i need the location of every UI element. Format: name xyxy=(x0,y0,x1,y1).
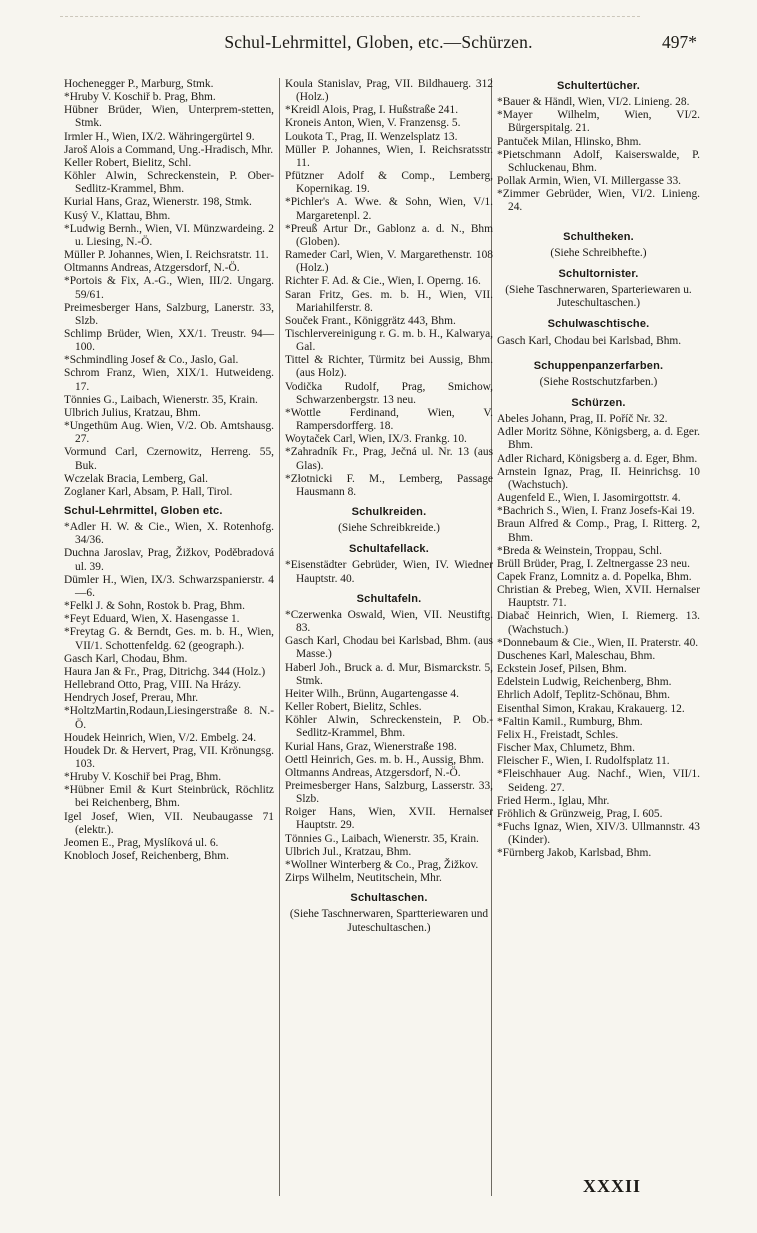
list-item: Fröhlich & Grünzweig, Prag, I. 605. xyxy=(497,807,663,820)
list-item: Fleischer F., Wien, I. Rudolfsplatz 11. xyxy=(497,755,670,768)
section-heading: Schultafeln. xyxy=(356,592,422,605)
list-item: Keller Robert, Bielitz, Schles. xyxy=(285,701,422,714)
list-item: Edelstein Ludwig, Reichenberg, Bhm. xyxy=(497,676,672,689)
page-title: Schul-Lehrmittel, Globen, etc.—Schürzen. xyxy=(224,32,533,52)
list-item: *Pietschmann Adolf, Kaiserswalde, P. Schluckenau, Bhm. xyxy=(497,148,700,174)
list-item: Braun Alfred & Comp., Prag, I. Ritterg. 2, Bhm. xyxy=(497,518,700,544)
list-item: Zoglaner Karl, Absam, P. Hall, Tirol. xyxy=(64,485,233,498)
list-item: Fischer Max, Chlumetz, Bhm. xyxy=(497,742,635,755)
top-dashed-rule xyxy=(60,16,640,23)
list-item: *Feyt Eduard, Wien, X. Hasengasse 1. xyxy=(64,613,240,626)
section-heading: Schulthеken. xyxy=(563,230,634,243)
list-item: *Hruby V. Koschiř b. Prag, Bhm. xyxy=(64,91,216,104)
list-item: Müller P. Johannes, Wien, I. Reichsratstr. 11. xyxy=(64,249,269,262)
list-item: Köhler Alwin, Schreckenstein, P. Ob.-Sedlitz-Krammel, Bhm. xyxy=(285,714,493,740)
list-item: *Felkl J. & Sohn, Rostok b. Prag, Bhm. xyxy=(64,600,246,613)
list-item: *Ludwig Bernh., Wien, VI. Münzwardeing. 2 u. Liesing, N.-Ö. xyxy=(64,222,274,248)
list-item: Pantuček Milan, Hlinsko, Bhm. xyxy=(497,135,642,148)
list-item: Augenfeld E., Wien, I. Jasomirgottstr. 4. xyxy=(497,492,681,505)
list-item: Ulbrich Julius, Kratzau, Bhm. xyxy=(64,406,201,419)
list-item: Fried Herm., Iglau, Mhr. xyxy=(497,794,610,807)
list-item: Igel Josef, Wien, VII. Neubaugasse 71 (elektr.). xyxy=(64,810,274,836)
list-item: Loukota T., Prag, II. Wenzelsplatz 13. xyxy=(285,130,458,143)
cross-reference: (Siehe Rostschutzfarben.) xyxy=(539,375,658,388)
list-item: *Zahradník Fr., Prag, Ječná ul. Nr. 13 (aus Glas). xyxy=(285,446,493,472)
list-item: Christian & Prebeg, Wien, XVII. Hernalser Hauptstr. 71. xyxy=(497,584,700,610)
list-item: *Mayer Wilhelm, Wien, VI/2. Bürgerspitalg. 21. xyxy=(497,109,700,135)
list-item: Tönnies G., Laibach, Wienerstr. 35, Krain. xyxy=(285,832,479,845)
list-item: Abeles Johann, Prag, II. Poříč Nr. 32. xyxy=(497,413,668,426)
list-item: *Fleischhauer Aug. Nachf., Wien, VII/1. Seideng. 27. xyxy=(497,768,700,794)
list-item: Hendrych Josef, Prerau, Mhr. xyxy=(64,692,199,705)
list-item: *Wottle Ferdinand, Wien, V. Rampersdorfferg. 18. xyxy=(285,406,493,433)
list-item: Diabač Heinrich, Wien, I. Riemerg. 13. (Wachstuch.) xyxy=(497,610,700,636)
list-item: Gasch Karl, Chodau bei Karlsbad, Bhm. (aus Masse.) xyxy=(285,635,493,661)
column-3 xyxy=(497,78,700,860)
list-item: Keller Robert, Bielitz, Schl. xyxy=(64,156,192,169)
section-heading: Schultornister. xyxy=(558,267,639,280)
list-item: Gasch Karl, Chodau bei Karlsbad, Bhm. xyxy=(497,334,682,347)
list-item: Adler Richard, Königsberg a. d. Eger, Bhm. xyxy=(497,452,698,465)
list-item: *Fürnberg Jakob, Karlsbad, Bhm. xyxy=(497,847,652,860)
list-item: *Breda & Weinstein, Troppau, Schl. xyxy=(497,544,662,557)
list-item: Köhler Alwin, Schreckenstein, P. Ober-Sedlitz-Krammel, Bhm. xyxy=(64,170,274,196)
list-item: Capek Franz, Lomnitz a. d. Popelka, Bhm. xyxy=(497,571,692,583)
list-item: Tönnies G., Laibach, Wienerstr. 35, Krain. xyxy=(64,393,258,406)
list-item: Houdek Dr. & Hervert, Prag, VII. Krönungsg. 103. xyxy=(64,744,274,770)
list-item: *Schmindling Josef & Co., Jaslo, Gal. xyxy=(64,354,239,367)
list-item: Schlimp Brüder, Wien, XX/1. Treustr. 94—100. xyxy=(64,327,274,354)
section-heading: Schultafellack. xyxy=(348,543,430,556)
list-item: Kurial Hans, Graz, Wienerstr. 198, Stmk. xyxy=(64,196,252,209)
list-item: Vormund Carl, Czernowitz, Herreng. 55, Buk. xyxy=(64,446,274,472)
list-item: Heiter Wilh., Brünn, Augartengasse 4. xyxy=(285,687,459,700)
list-item: Hochenegger P., Marburg, Stmk. xyxy=(64,78,214,90)
list-item: Jeomen E., Prag, Myslíková ul. 6. xyxy=(64,836,219,849)
list-item: *HoltzMartin,Rodaun,Liesingerstraße 8. N.-Ö. xyxy=(64,705,274,731)
section-heading: Schultertücher. xyxy=(556,80,641,92)
list-item: *Faltin Kamil., Rumburg, Bhm. xyxy=(497,715,643,728)
list-item: Wczelak Bracia, Lemberg, Gal. xyxy=(64,472,208,485)
list-item: *Zimmer Gebrüder, Wien, VI/2. Linieng. 24. xyxy=(497,188,700,214)
list-item: Vodička Rudolf, Prag, Smichow, Schwarzenbergstr. 13 neu. xyxy=(285,380,493,406)
list-item: Gasch Karl, Chodau, Bhm. xyxy=(64,652,188,665)
list-item: Roiger Hans, Wien, XVII. Hernalser Hauptstr. 29. xyxy=(285,806,493,832)
section-heading: Schuppenpanzerfarben. xyxy=(533,359,664,372)
list-item: *Pichler's A. Wwe. & Sohn, Wien, V/1. Margaretenpl. 2. xyxy=(285,196,493,222)
list-item: Brüll Brüder, Prag, I. Zeltnergasse 23 neu. xyxy=(497,557,690,570)
list-item: Woytaček Carl, Wien, IX/3. Frankg. 10. xyxy=(285,433,467,446)
list-item: Hübner Brüder, Wien, Unterprem-stetten, Stmk. xyxy=(64,104,274,130)
list-item: Arnstein Ignaz, Prag, II. Heinrichsg. 10 (Wachstuch). xyxy=(497,465,700,491)
list-item: Oettl Heinrich, Ges. m. b. H., Aussig, Bhm. xyxy=(285,753,485,766)
list-item: Pollak Armin, Wien, VI. Millergasse 33. xyxy=(497,175,681,188)
section-heading: Schultaschen. xyxy=(350,892,428,905)
list-item: Oltmanns Andreas, Atzgersdorf, N.-Ö. xyxy=(285,766,461,779)
list-item: Haura Jan & Fr., Prag, Ditrichg. 344 (Holz.) xyxy=(64,665,266,678)
list-item: *Portois & Fix, A.-G., Wien, III/2. Ungarg. 59/61. xyxy=(64,275,274,301)
list-item: Haberl Joh., Bruck a. d. Mur, Bismarckstr. 5, Stmk. xyxy=(285,661,493,687)
list-item: Kroneis Anton, Wien, V. Franzensg. 5. xyxy=(285,117,461,130)
list-item: *Ungethüm Aug. Wien, V/2. Ob. Amtshausg. 27. xyxy=(64,420,274,446)
page-number: 497* xyxy=(662,32,697,52)
list-item: *Fuchs Ignaz, Wien, XIV/3. Ullmannstr. 43 (Kinder). xyxy=(497,820,700,847)
list-item: *Preuß Artur Dr., Gablonz a. d. N., Bhm (Globen). xyxy=(285,222,493,248)
list-item: *Czerwenka Oswald, Wien, VII. Neustiftg. 83. xyxy=(285,608,493,635)
list-item: *Bauer & Händl, Wien, VI/2. Linieng. 28. xyxy=(497,96,690,109)
signature-mark: XXXII xyxy=(582,1176,641,1196)
list-item: Koula Stanislav, Prag, VII. Bildhauerg. 312 (Holz.) xyxy=(285,78,493,104)
list-item: Eckstein Josef, Pilsen, Bhm. xyxy=(497,663,627,676)
cross-reference: (Siehe Taschnerwaren, Spartteriewaren und Juteschultaschen.) xyxy=(289,908,489,934)
list-item: *Hruby V. Koschiř bei Prag, Bhm. xyxy=(64,771,222,784)
cross-reference: (Siehe Schreibkreide.) xyxy=(338,522,440,535)
list-item: Schrom Franz, Wien, XIX/1. Hutweideng. 17. xyxy=(64,367,274,393)
list-item: *Freytag G. & Berndt, Ges. m. b. H., Wien, VII/1. Schottenfeldg. 62 (geograph.). xyxy=(64,626,274,652)
list-item: Duschenes Karl, Maleschau, Bhm. xyxy=(497,649,656,662)
list-item: Duchna Jaroslav, Prag, Žižkov, Poděbradová ul. 39. xyxy=(64,547,274,573)
list-item: Pfützner Adolf & Comp., Lemberg, Kopernikag. 19. xyxy=(285,170,493,196)
list-item: *Hübner Emil & Kurt Steinbrück, Röchlitz bei Reichenberg, Bhm. xyxy=(64,784,274,810)
list-item: Kusý V., Klattau, Bhm. xyxy=(64,209,171,222)
list-item: Saran Fritz, Ges. m. b. H., Wien, VII. Mariahilferstr. 8. xyxy=(285,288,493,314)
list-item: *Bachrich S., Wien, I. Franz Josefs-Kai 19. xyxy=(497,505,695,518)
list-item: Adler Moritz Söhne, Königsberg, a. d. Eger. Bhm. xyxy=(497,426,700,452)
list-item: Hellebrand Otto, Prag, VIII. Na Hrázy. xyxy=(64,679,242,692)
section-heading: Schürzen. xyxy=(571,396,626,409)
list-item: *Kreidl Alois, Prag, I. Hußstraße 241. xyxy=(285,104,459,117)
cross-reference: (Siehe Schreibhefte.) xyxy=(550,246,647,259)
list-item: Souček Frant., Königgrätz 443, Bhm. xyxy=(285,314,456,327)
list-item: Preimesberger Hans, Salzburg, Lasserstr. 33, Slzb. xyxy=(285,779,493,806)
list-item: Oltmanns Andreas, Atzgersdorf, N.-Ö. xyxy=(64,262,240,275)
list-item: Knobloch Josef, Reichenberg, Bhm. xyxy=(64,850,229,863)
list-item: Rameder Carl, Wien, V. Margarethenstr. 108 (Holz.) xyxy=(285,249,493,275)
cross-reference: (Siehe Taschnerwaren, Sparteriewaren u. Juteschultaschen.) xyxy=(505,284,692,310)
list-item: Felix H., Freistadt, Schles. xyxy=(497,728,619,741)
list-item: Houdek Heinrich, Wien, V/2. Embelg. 24. xyxy=(64,731,257,744)
list-item: Preimesberger Hans, Salzburg, Lanerstr. 33, Slzb. xyxy=(64,301,274,327)
list-item: Tischlervereinigung r. G. m. b. H., Kalwarya, Gal. xyxy=(285,327,493,354)
list-item: *Donnebaum & Cie., Wien, II. Praterstr. 40. xyxy=(497,636,699,649)
list-item: *Adler H. W. & Cie., Wien, X. Rotenhofg. 34/36. xyxy=(64,521,274,547)
list-item: Ulbrich Jul., Kratzau, Bhm. xyxy=(285,845,412,858)
list-item: Kurial Hans, Graz, Wienerstraße 198. xyxy=(285,740,457,753)
page-header xyxy=(0,32,757,60)
column-2 xyxy=(285,78,493,943)
list-item: Jaroš Alois a Command, Ung.-Hradisch, Mhr. xyxy=(64,143,274,156)
list-item: *Eisenstädter Gebrüder, Wien, IV. Wiedner Hauptstr. 40. xyxy=(285,559,493,585)
column-1 xyxy=(64,78,274,863)
list-item: Irmler H., Wien, IX/2. Währingergürtel 9. xyxy=(64,130,255,143)
section-heading: Schulkreiden. xyxy=(351,506,427,518)
section-heading: Schulwaschtische. xyxy=(547,318,650,331)
list-item: Eisenthal Simon, Krakau, Krakauerg. 12. xyxy=(497,702,685,715)
list-item: Richter F. Ad. & Cie., Wien, I. Operng. 16. xyxy=(285,275,481,288)
list-item: *Złotnicki F. M., Lemberg, Passage Hausmann 8. xyxy=(285,472,493,498)
list-item: Tittel & Richter, Türmitz bei Aussig, Bhm. (aus Holz). xyxy=(285,354,493,380)
list-item: Müller P. Johannes, Wien, I. Reichsratsstr. 11. xyxy=(285,143,493,169)
list-item: Dümler H., Wien, IX/3. Schwarzspanierstr. 4—6. xyxy=(64,573,274,599)
section-heading: Schul-Lehrmittel, Globen etc. xyxy=(64,505,223,517)
column-divider-left xyxy=(279,78,280,1196)
list-item: *Wollner Winterberg & Co., Prag, Žižkov. xyxy=(285,858,479,871)
list-item: Zirps Wilhelm, Neutitschein, Mhr. xyxy=(285,872,442,885)
list-item: Ehrlich Adolf, Teplitz-Schönau, Bhm. xyxy=(497,689,670,702)
